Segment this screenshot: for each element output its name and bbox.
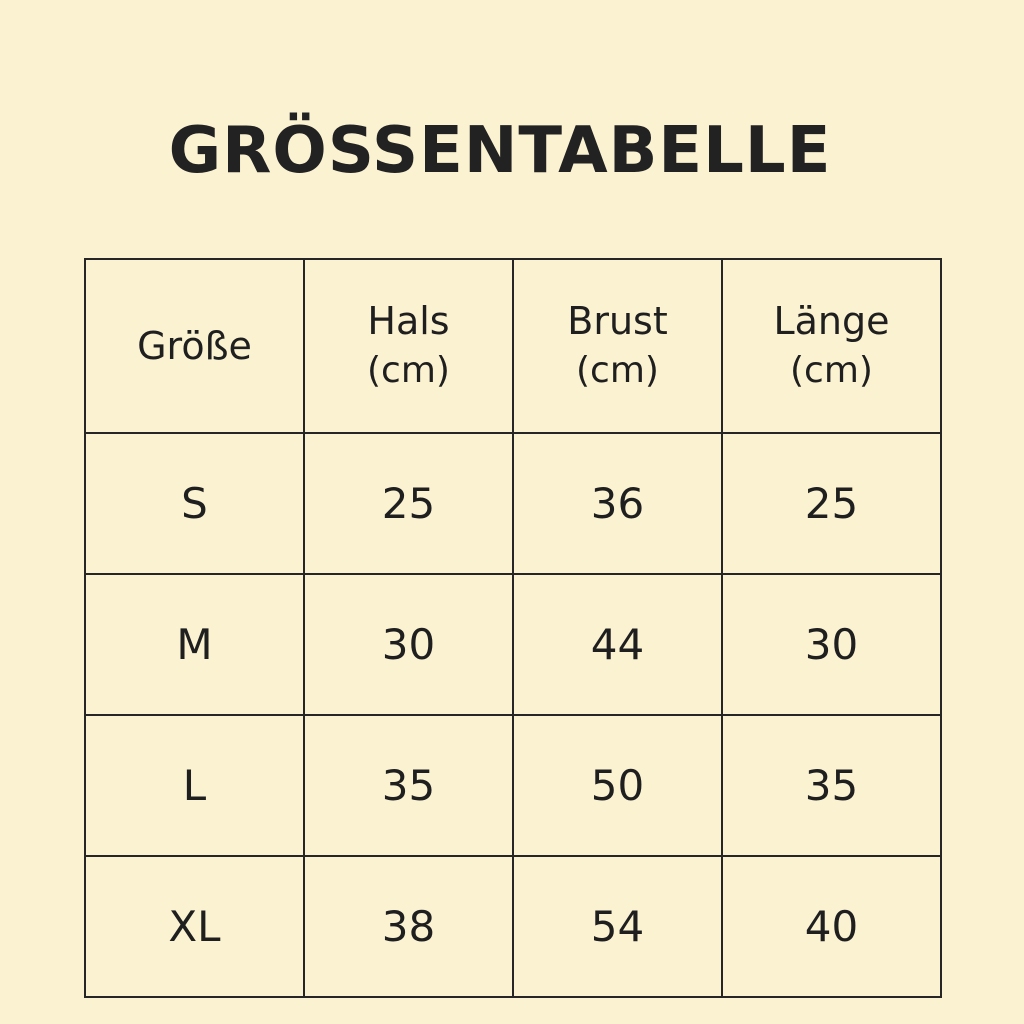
table-row [85,856,941,997]
cell-length: 25 [722,433,941,574]
cell-neck: 35 [304,715,513,856]
cell-chest: 54 [513,856,722,997]
header-neck-unit: (cm) [367,350,450,391]
header-neck [304,259,513,433]
cell-length: 35 [722,715,941,856]
cell-length: 40 [722,856,941,997]
header-chest-label: Brust [567,299,668,343]
table-row [85,715,941,856]
cell-size: L [85,715,304,856]
cell-neck: 30 [304,574,513,715]
header-length [722,259,941,433]
header-size-label: Größe [137,324,252,368]
cell-neck: 25 [304,433,513,574]
header-length-unit: (cm) [790,350,873,391]
table-row [85,433,941,574]
cell-chest: 44 [513,574,722,715]
table-row [85,574,941,715]
page-title: GRÖSSENTABELLE [168,114,832,188]
cell-size: M [85,574,304,715]
cell-length: 30 [722,574,941,715]
table-header-row [85,259,941,433]
header-size [85,259,304,433]
header-length-label: Länge [773,299,890,343]
header-chest [513,259,722,433]
size-chart-table [84,258,942,998]
cell-chest: 36 [513,433,722,574]
header-neck-label: Hals [367,299,450,343]
header-chest-unit: (cm) [576,350,659,391]
cell-size: XL [85,856,304,997]
cell-chest: 50 [513,715,722,856]
cell-size: S [85,433,304,574]
cell-neck: 38 [304,856,513,997]
